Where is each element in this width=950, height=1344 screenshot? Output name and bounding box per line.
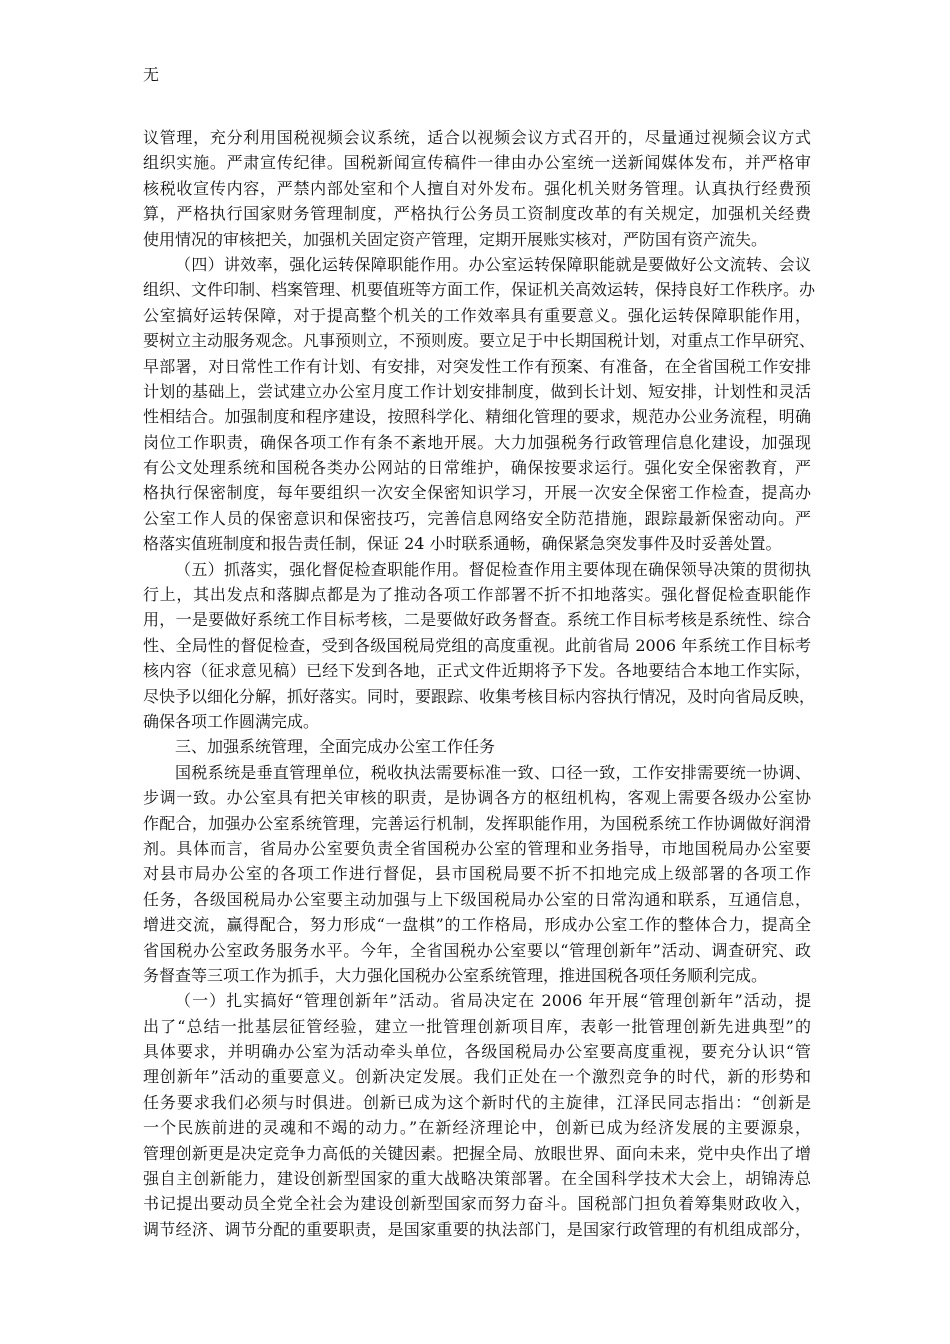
text-line: 对县市局办公室的各项工作进行督促，县市国税局要不折不扣地完成上级部署的各项工作: [143, 864, 811, 884]
text-line: 性、全局性的督促检查，受到各级国税局党组的高度重视。此前省局 2006 年系统工作目标考: [143, 635, 811, 655]
text-line: 计划的基础上，尝试建立办公室月度工作计划安排制度，做到长计划、短安排，计划性和灵活: [143, 381, 811, 401]
text-line: 使用情况的审核把关，加强机关固定资产管理，定期开展账实核对，严防国有资产流失。: [143, 229, 768, 249]
text-line: 理创新年”活动的重要意义。创新决定发展。我们正处在一个激烈竞争的时代，新的形势和: [143, 1067, 811, 1087]
text-line: 组织实施。严肃宣传纪律。国税新闻宣传稿件一律由办公室统一送新闻媒体发布，并严格审: [143, 153, 811, 173]
text-line: 具体要求，并明确办公室为活动牵头单位，各级国税局办公室要高度重视，要充分认识“管: [143, 1042, 811, 1062]
page-header: 无: [143, 65, 160, 84]
text-line: 任务要求我们必须与时俱进。创新已成为这个新时代的主旋律，江泽民同志指出：“创新是: [143, 1092, 811, 1112]
text-line: 一个民族前进的灵魂和不竭的动力。”在新经济理论中，创新已成为经济发展的主要源泉，: [143, 1118, 811, 1138]
text-line: 作配合，加强办公室系统管理，完善运行机制，发挥职能作用，为国税系统工作协调做好润滑: [143, 813, 811, 833]
text-line: 议管理，充分利用国税视频会议系统，适合以视频会议方式召开的，尽量通过视频会议方式: [143, 128, 811, 147]
text-line: 核税收宣传内容，严禁内部处室和个人擅自对外发布。强化机关财务管理。认真执行经费预: [143, 178, 811, 198]
text-line: 用，一是要做好系统工作目标考核，二是要做好政务督查。系统工作目标考核是系统性、综合: [143, 610, 811, 630]
text-line: 要树立主动服务观念。凡事预则立，不预则废。要立足于中长期国税计划，对重点工作早研究、: [143, 331, 816, 351]
text-line: 确保各项工作圆满完成。: [143, 711, 320, 731]
text-line: 性相结合。加强制度和程序建设，按照科学化、精细化管理的要求，规范办公业务流程，明确: [143, 407, 811, 427]
text-line: 剂。具体而言，省局办公室要负责全省国税办公室的管理和业务指导，市地国税局办公室要: [143, 838, 811, 858]
text-line: 组织、文件印制、档案管理、机要值班等方面工作，保证机关高效运转，保持良好工作秩序。办: [143, 280, 816, 300]
text-line: 三、加强系统管理，全面完成办公室工作任务: [175, 737, 496, 757]
text-line: 出了“总结一批基层征管经验，建立一批管理创新项目库，表彰一批管理创新先进典型”的: [143, 1016, 811, 1036]
text-line: 步调一致。办公室具有把关审核的职责，是协调各方的枢纽机构，客观上需要各级办公室协: [143, 788, 811, 808]
text-line: 公室搞好运转保障，对于提高整个机关的工作效率具有重要意义。强化运转保障职能作用，: [143, 305, 811, 325]
text-line: 行上，其出发点和落脚点都是为了推动各项工作部署不折不扣地落实。强化督促检查职能作: [143, 585, 811, 605]
document-body: [143, 125, 816, 1242]
text-line: 格执行保密制度，每年要组织一次安全保密知识学习，开展一次安全保密工作检查，提高办: [143, 483, 811, 503]
text-line: 算，严格执行国家财务管理制度，严格执行公务员工资制度改革的有关规定，加强机关经费: [143, 204, 811, 224]
text-line: 务督查等三项工作为抓手，大力强化国税办公室系统管理，推进国税各项任务顺利完成。: [143, 965, 768, 985]
text-line: 早部署，对日常性工作有计划、有安排，对突发性工作有预案、有准备，在全省国税工作安排: [143, 356, 811, 376]
text-line: 管理创新更是决定竞争力高低的关键因素。把握全局、放眼世界、面向未来，党中央作出了增: [143, 1143, 811, 1163]
text-line: 核内容（征求意见稿）已经下发到各地，正式文件近期将予下发。各地要结合本地工作实际，: [143, 661, 811, 681]
text-line: 格落实值班制度和报告责任制，保证 24 小时联系通畅，确保紧急突发事件及时妥善处置。: [143, 534, 782, 554]
text-line: 岗位工作职责，确保各项工作有条不紊地开展。大力加强税务行政管理信息化建设，加强现: [143, 432, 811, 452]
text-line: 调节经济、调节分配的重要职责，是国家重要的执法部门，是国家行政管理的有机组成部分，: [143, 1219, 811, 1239]
text-line: （一）扎实搞好“管理创新年”活动。省局决定在 2006 年开展“管理创新年”活动，提: [175, 991, 811, 1011]
text-line: 任务，各级国税局办公室要主动加强与上下级国税局办公室的日常沟通和联系，互通信息，: [143, 889, 811, 909]
text-line: 公室工作人员的保密意识和保密技巧，完善信息网络安全防范措施，跟踪最新保密动向。严: [143, 508, 811, 528]
text-line: 增进交流，赢得配合，努力形成“一盘棋”的工作格局，形成办公室工作的整体合力，提高全: [143, 915, 811, 935]
text-line: 省国税办公室政务服务水平。今年，全省国税办公室要以“管理创新年”活动、调查研究、政: [143, 940, 811, 960]
text-line: 国税系统是垂直管理单位，税收执法需要标准一致、口径一致，工作安排需要统一协调、: [175, 762, 811, 782]
text-line: （五）抓落实，强化督促检查职能作用。督促检查作用主要体现在确保领导决策的贯彻执: [175, 559, 811, 579]
text-line: 有公文处理系统和国税各类办公网站的日常维护，确保按要求运行。强化安全保密教育，严: [143, 458, 811, 478]
text-line: 书记提出要动员全党全社会为建设创新型国家而努力奋斗。国税部门担负着筹集财政收入，: [143, 1194, 811, 1214]
text-line: 强自主创新能力，建设创新型国家的重大战略决策部署。在全国科学技术大会上，胡锦涛总: [143, 1169, 811, 1189]
text-line: （四）讲效率，强化运转保障职能作用。办公室运转保障职能就是要做好公文流转、会议: [175, 254, 811, 274]
text-line: 尽快予以细化分解，抓好落实。同时，要跟踪、收集考核目标内容执行情况，及时向省局反映，: [143, 686, 816, 706]
